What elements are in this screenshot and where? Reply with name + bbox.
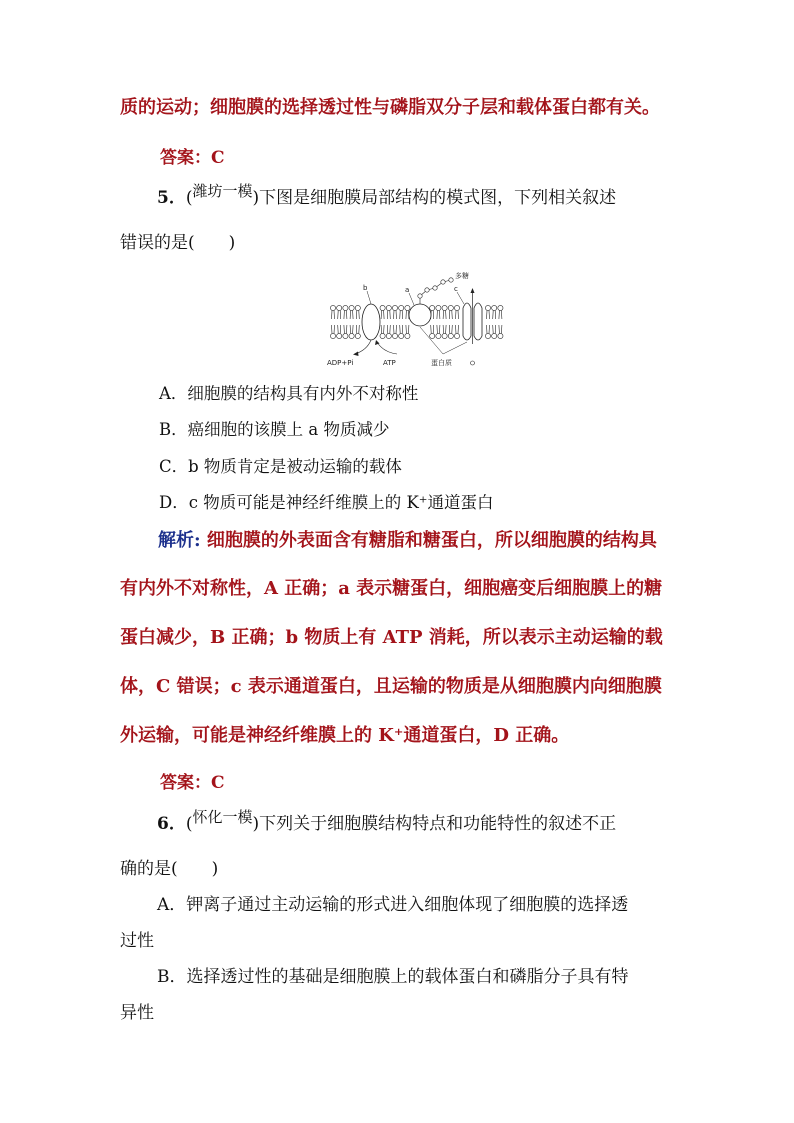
polysaccharide-chain [420, 280, 451, 304]
q5-analysis-line1: 解析: 细胞膜的外表面含有糖脂和糖蛋白，所以细胞膜的结构具 [158, 530, 657, 551]
answer-line-q5 [160, 771, 225, 795]
label-b: b [363, 284, 368, 292]
answer-value: C [211, 148, 225, 168]
prev-analysis-tail: 质的运动；细胞膜的选择透过性与磷脂双分子层和载体蛋白都有关。 [120, 97, 660, 118]
q5-option-a: A．细胞膜的结构具有内外不对称性 [159, 384, 419, 403]
ion-particle [471, 361, 475, 365]
glycoprotein-a [409, 304, 431, 326]
label-atp: ATP [383, 359, 396, 367]
q6-option-b-line1: B．选择透过性的基础是细胞膜上的载体蛋白和磷脂分子具有特 [157, 967, 629, 987]
q5-source-open: ( [185, 188, 193, 208]
answer-label: 答案： [160, 148, 211, 168]
answer-value: C [211, 773, 225, 793]
q5-stem-line2: 错误的是( ) [120, 233, 236, 253]
q5-option-b: B．癌细胞的该膜上 a 物质减少 [159, 420, 390, 439]
channel-protein-c [463, 303, 471, 340]
q6-option-a-line2: 过性 [120, 931, 154, 951]
q5-analysis-line4: 体，C 错误；c 表示通道蛋白，且运输的物质是从细胞膜内向细胞膜 [120, 676, 662, 697]
q5-analysis-line3: 蛋白减少，B 正确；b 物质上有 ATP 消耗，所以表示主动运输的载 [120, 627, 663, 648]
answer-line-q4 [160, 146, 225, 170]
q5-number: 5． [157, 188, 186, 208]
label-polysaccharide: 多糖 [455, 272, 469, 280]
q5-analysis-line2: 有内外不对称性，A 正确；a 表示糖蛋白，细胞癌变后细胞膜上的糖 [120, 578, 663, 599]
label-protein: 蛋白质 [431, 359, 452, 367]
q6-source-open: ( [185, 814, 193, 834]
q6-option-a-line1: A．钾离子通过主动运输的形式进入细胞体现了细胞膜的选择透 [157, 895, 629, 915]
q6-source-close: ) [252, 814, 260, 834]
q6-number: 6． [157, 814, 186, 834]
label-a: a [405, 286, 410, 294]
label-c: c [454, 285, 458, 293]
q5-option-d: D．c 物质可能是神经纤维膜上的 K⁺通道蛋白 [159, 493, 494, 512]
q6-stem: 下列关于细胞膜结构特点和功能特性的叙述不正 [259, 814, 617, 834]
q5-source: 潍坊一模 [192, 182, 253, 200]
analysis-label: 解析: [158, 530, 201, 551]
q5-option-c: C．b 物质肯定是被动运输的载体 [159, 457, 402, 476]
q5-source-close: ) [252, 188, 260, 208]
label-adp-pi: ADP+Pi [327, 359, 354, 367]
protein-b [362, 304, 380, 340]
q5-stem-line1 [157, 182, 617, 210]
q5-stem: 下图是细胞膜局部结构的模式图，下列相关叙述 [259, 188, 617, 208]
q5-analysis-line5: 外运输，可能是神经纤维膜上的 K⁺通道蛋白，D 正确。 [120, 725, 570, 746]
cell-membrane-diagram [327, 268, 507, 372]
q6-option-b-line2: 异性 [120, 1003, 154, 1023]
q6-stem-line2: 确的是( ) [120, 859, 219, 879]
q6-source: 怀化一模 [192, 808, 253, 826]
answer-label: 答案： [160, 773, 211, 793]
q6-stem-line1 [157, 808, 617, 836]
